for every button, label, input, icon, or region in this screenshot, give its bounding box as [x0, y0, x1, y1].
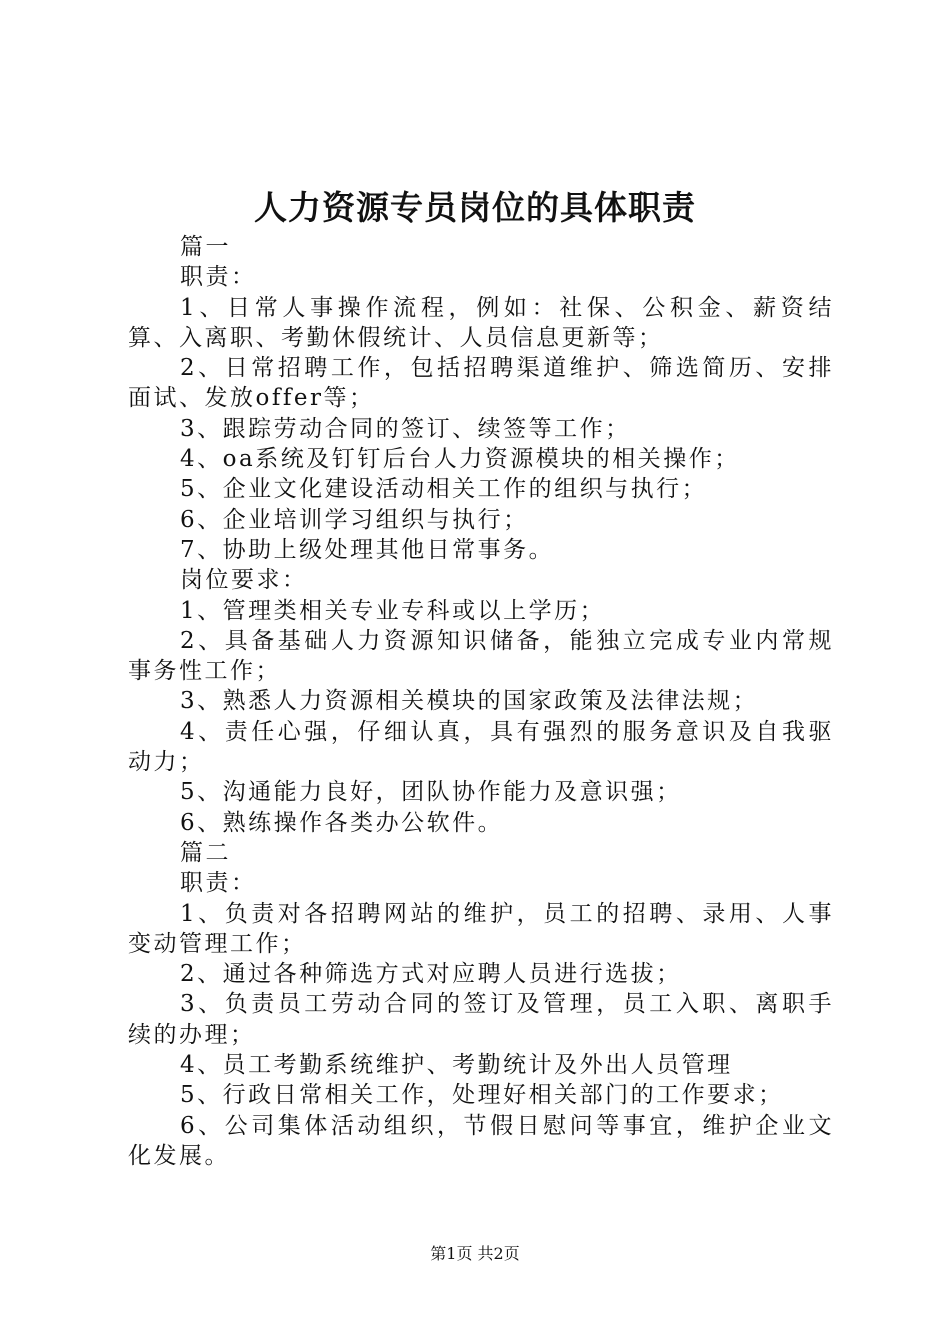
list-item: 5、行政日常相关工作，处理好相关部门的工作要求； — [180, 1082, 784, 1109]
list-item: 2、具备基础人力资源知识储备，能独立完成专业内常规事务性工作； — [128, 627, 834, 685]
section-heading-1: 篇一 — [180, 234, 231, 260]
list-item: 7、协助上级处理其他日常事务。 — [180, 536, 555, 563]
document-title: 人力资源专员岗位的具体职责 — [254, 188, 696, 227]
list-item: 1、日常人事操作流程，例如：社保、公积金、薪资结算、入离职、考勤休假统计、人员信息更新等； — [128, 294, 834, 351]
list-item: 4、责任心强，仔细认真，具有强烈的服务意识及自我驱动力； — [128, 718, 834, 776]
list-item: 3、负责员工劳动合同的签订及管理，员工入职、离职手续的办理； — [128, 991, 834, 1048]
section-heading-2: 篇二 — [180, 839, 231, 866]
subheading-duties: 职责： — [180, 264, 257, 291]
list-item: 4、员工考勤系统维护、考勤统计及外出人员管理 — [180, 1052, 733, 1079]
list-item: 1、负责对各招聘网站的维护，员工的招聘、录用、人事变动管理工作； — [128, 900, 834, 957]
list-item: 3、跟踪劳动合同的签订、续签等工作； — [180, 415, 631, 442]
list-item: 6、企业培训学习组织与执行； — [180, 506, 529, 533]
subheading-duties: 职责： — [180, 870, 257, 897]
list-item: 1、管理类相关专业专科或以上学历； — [180, 597, 606, 624]
list-item: 6、公司集体活动组织，节假日慰问等事宜，维护企业文化发展。 — [128, 1112, 834, 1169]
list-item: 4、oa系统及钉钉后台人力资源模块的相关操作； — [180, 446, 740, 473]
subheading-requirements: 岗位要求： — [180, 567, 308, 594]
list-item: 3、熟悉人力资源相关模块的国家政策及法律法规； — [180, 688, 759, 715]
list-item: 2、通过各种筛选方式对应聘人员进行选拔； — [180, 961, 682, 988]
document-body — [128, 232, 834, 1171]
list-item: 2、日常招聘工作，包括招聘渠道维护、筛选简历、安排面试、发放offer等； — [128, 355, 834, 412]
list-item: 5、企业文化建设活动相关工作的组织与执行； — [180, 476, 708, 503]
page-footer: 第1页 共2页 — [430, 1244, 520, 1263]
list-item: 6、熟练操作各类办公软件。 — [180, 809, 504, 836]
list-item: 5、沟通能力良好，团队协作能力及意识强； — [180, 779, 682, 806]
